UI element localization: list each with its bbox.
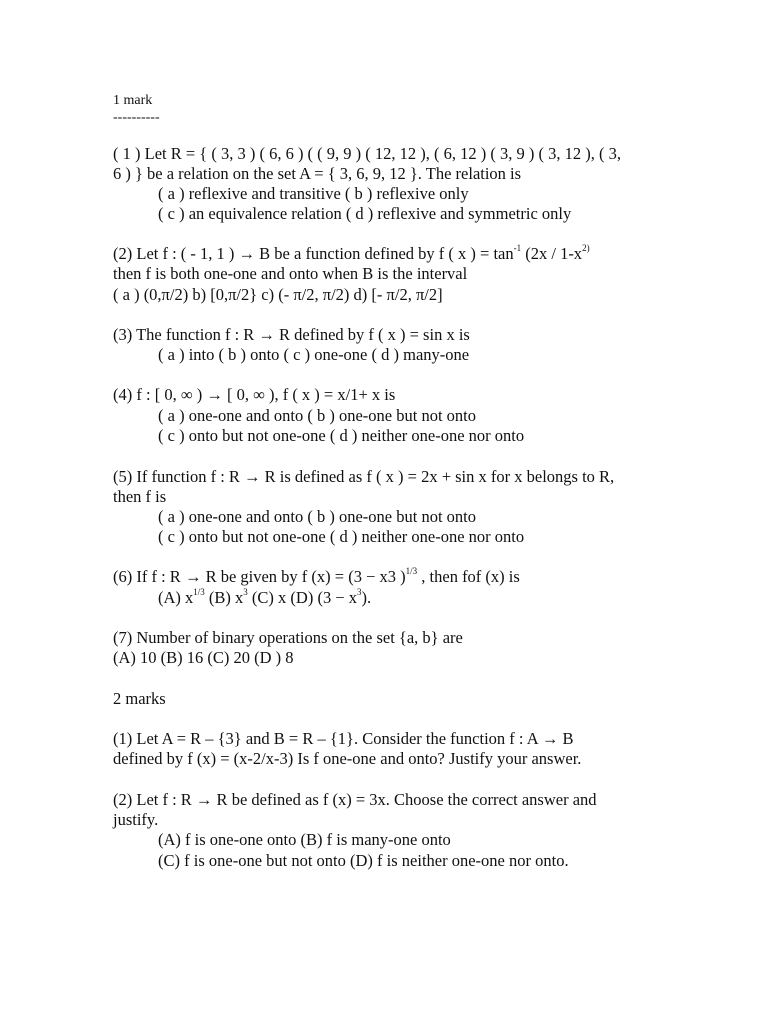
two-mark-question-2-line-1: (2) Let f : R → R be defined as f (x) = 3x. Choose the correct answer and — [113, 790, 597, 809]
question-1-line-1: ( 1 ) Let R = { ( 3, 3 ) ( 6, 6 ) ( ( 9, 9 ) ( 12, 12 ), ( 6, 12 ) ( 3, 9 ) ( 3, 12 ), ( 3, — [113, 144, 621, 163]
question-2-text-a: (2) Let f : ( - 1, 1 ) → B be a function defined by f ( x ) = tan — [113, 244, 514, 263]
two-mark-question-2-options-ab: (A) f is one-one onto (B) f is many-one onto — [158, 830, 451, 849]
question-5-line-1: (5) If function f : R → R is defined as f ( x ) = 2x + sin x for x belongs to R, — [113, 467, 615, 486]
question-1-options-ab: ( a ) reflexive and transitive ( b ) reflexive only — [158, 184, 469, 203]
question-2-text-b: (2x / 1-x — [521, 244, 583, 263]
question-4-options-cd: ( c ) onto but not one-one ( d ) neither one-one nor onto — [158, 426, 525, 445]
question-2-line-2: then f is both one-one and onto when B is the interval — [113, 264, 468, 283]
question-6-text-a: (6) If f : R → R be given by f (x) = (3 − x3 ) — [113, 567, 406, 586]
question-6-options — [158, 588, 371, 608]
question-2-sup-2: 2) — [582, 242, 590, 253]
section-separator: ---------- — [113, 110, 160, 125]
question-7-options: (A) 10 (B) 16 (C) 20 (D ) 8 — [113, 648, 294, 667]
question-6-opt-a: (A) x — [158, 588, 194, 607]
question-6-opt-cd: (C) x (D) (3 − x — [247, 588, 357, 607]
two-mark-question-2-options-cd: (C) f is one-one but not onto (D) f is neither one-one nor onto. — [158, 851, 569, 870]
question-4-line-1: (4) f : [ 0, ∞ ) → [ 0, ∞ ), f ( x ) = x/1+ x is — [113, 385, 396, 404]
question-6-text-b: , then fof (x) is — [417, 567, 520, 586]
question-6-opt-end: ). — [361, 588, 372, 607]
two-mark-question-2-line-2: justify. — [113, 810, 159, 829]
question-2-sup-1: -1 — [513, 242, 522, 253]
two-mark-question-1-line-1: (1) Let A = R – {3} and B = R – {1}. Consider the function f : A → B — [113, 729, 574, 748]
question-6-opt-d-sup: 3 — [357, 586, 362, 597]
question-6-opt-b-sup: 3 — [243, 586, 248, 597]
two-mark-question-1-line-2: defined by f (x) = (x-2/x-3) Is f one-one and onto? Justify your answer. — [113, 749, 582, 768]
section-heading-2-marks: 2 marks — [113, 689, 166, 708]
question-5-line-2: then f is — [113, 487, 167, 506]
question-6-opt-a-sup: 1/3 — [193, 586, 205, 597]
question-3-line-1: (3) The function f : R → R defined by f ( x ) = sin x is — [113, 325, 470, 344]
question-6-line-1 — [113, 567, 520, 587]
question-1-options-cd: ( c ) an equivalence relation ( d ) reflexive and symmetric only — [158, 204, 572, 223]
question-2-options: ( a ) (0,π/2) b) [0,π/2} c) (- π/2, π/2) d) [- π/2, π/2] — [113, 285, 443, 304]
question-1-line-2: 6 ) } be a relation on the set A = { 3, 6, 9, 12 }. The relation is — [113, 164, 522, 183]
question-5-options-ab: ( a ) one-one and onto ( b ) one-one but not onto — [158, 507, 476, 526]
section-heading-1-mark: 1 mark — [113, 93, 153, 108]
question-3-options: ( a ) into ( b ) onto ( c ) one-one ( d ) many-one — [158, 345, 470, 364]
question-5-options-cd: ( c ) onto but not one-one ( d ) neither one-one nor onto — [158, 527, 525, 546]
question-6-sup: 1/3 — [405, 565, 418, 576]
question-4-options-ab: ( a ) one-one and onto ( b ) one-one but not onto — [158, 406, 476, 425]
question-6-opt-b: (B) x — [204, 588, 244, 607]
question-2-line-1 — [113, 244, 590, 264]
question-7-line-1: (7) Number of binary operations on the set {a, b} are — [113, 628, 463, 647]
